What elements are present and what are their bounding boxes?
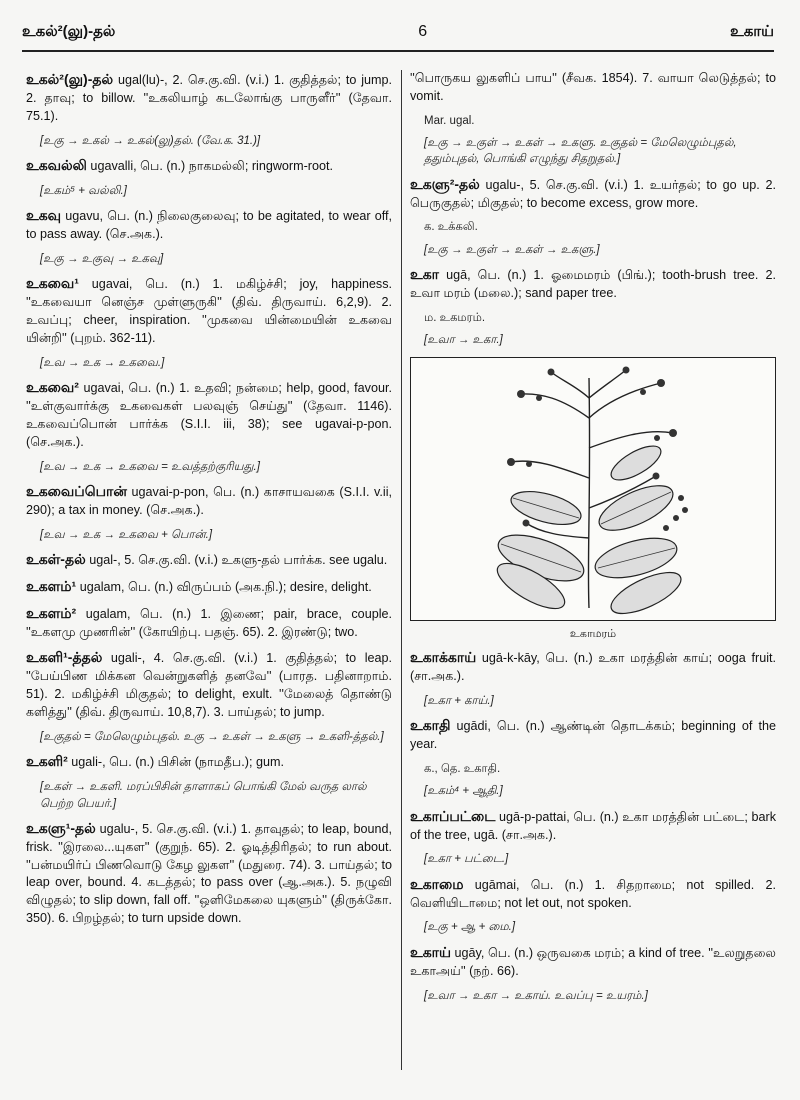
dictionary-entry — [410, 648, 776, 709]
etymology-note: [உவ → உக → உகவை + பொன்.] — [40, 528, 213, 541]
cognate-note: க. உக்கலி. — [424, 221, 478, 234]
etymology-note: [உவா → உகா.] — [424, 334, 503, 347]
etymology-note: [உகா + காய்.] — [424, 694, 494, 707]
definition: ugavalli, பெ. (n.) நாகமல்லி; ringworm-root. — [86, 158, 334, 173]
definition: ugal-, 5. செ.கு.வி. (v.i.) உகளு-தல் பார்க்க. see ugalu. — [85, 552, 388, 567]
cognate-note: Mar. ugal. — [424, 114, 475, 127]
headword: உகவல்லி — [26, 156, 87, 173]
etymology-note: [உகு → உகுள் → உகள் → உகளு.] — [424, 243, 600, 256]
etymology-note: [உகு → உகுவு → உகவு] — [40, 252, 164, 265]
uga-tree-drawing-icon — [411, 358, 773, 618]
dictionary-entry — [26, 482, 392, 543]
header-left-guideword: உகல்²(லு)-தல் — [22, 22, 116, 40]
definition: ugalam, பெ. (n.) விருப்பம் (அக.நி.); desire, delight. — [76, 579, 372, 594]
dictionary-entry — [410, 943, 776, 1004]
definition: ugā, பெ. (n.) 1. ஓமைமரம் (பிங்.); tooth-brush tree. 2. உவா மரம் (மலை.); sand paper tree. — [410, 268, 776, 301]
definition: ugal(lu)-, 2. செ.கு.வி. (v.i.) 1. குதித்தல்; to jump. 2. தாவு; to billow. ''உகலியாழ் கடலோங்கு பாருளீர்'' (தேவா. 75.1). — [26, 73, 392, 123]
entry-text — [26, 70, 392, 126]
definition: ugavu, பெ. (n.) நிலைகுலைவு; to be agitated, to wear off, to pass away. (செ.அக.). — [26, 209, 392, 242]
headword: உகாய் — [410, 943, 451, 960]
entry-text — [26, 577, 392, 597]
headword: உகள்-தல் — [26, 550, 86, 567]
definition: ugāmai, பெ. (n.) 1. சிதறாமை; not spilled. 2. வெளியிடாமை; not let out, not spoken. — [410, 877, 776, 910]
etymology-note: [உகம்⁴ + ஆதி.] — [424, 785, 503, 798]
dictionary-entry — [410, 70, 776, 168]
definition: ugalam, பெ. (n.) 1. இணை; pair, brace, couple. ''உகளமு முணரின்'' (கோயிற்பு. பதஞ். 65). 2. இரண்டு; two. — [26, 606, 392, 639]
right-column — [410, 70, 776, 1094]
dictionary-entry — [410, 175, 776, 258]
headword: உகாதி — [410, 717, 451, 734]
etymology-note: [உகம்⁵ + வல்லி.] — [40, 184, 127, 197]
dictionary-entry — [410, 716, 776, 799]
dictionary-entry — [410, 265, 776, 348]
headword: உகல்²(லு)-தல் — [26, 71, 114, 87]
dictionary-entry — [26, 550, 392, 570]
headword: உகவைப்பொன் — [26, 482, 127, 499]
headword: உகா — [410, 266, 439, 283]
headword: உகாமை — [410, 875, 464, 892]
etymology-note: [உவ → உக → உகவை = உவத்தற்குரியது.] — [40, 460, 260, 473]
dictionary-entry — [26, 819, 392, 928]
dictionary-entry — [26, 206, 392, 267]
etymology-note: [உகுதல் = மேலெழும்புதல். உகு → உகள் → உகளு → உகளி-த்தல்.] — [40, 730, 384, 743]
left-column — [26, 70, 392, 1094]
etymology-note: [உகு + ஆ + மை.] — [424, 921, 516, 934]
entry-text — [26, 206, 392, 244]
entry-text — [26, 378, 392, 452]
entry-text — [410, 648, 776, 686]
entry-text — [410, 716, 776, 754]
definition: ''பொருகய லுகளிப் பாய'' (சீவக. 1854). 7. வாயா லெடுத்தல்; to vomit. — [410, 71, 776, 103]
page-header — [22, 14, 774, 52]
headword: உகாக்காய் — [410, 649, 477, 666]
definition: ugali-, 4. செ.கு.வி. (v.i.) 1. குதித்தல்; to leap. ''பேய்பிண மிக்கன வென்றுகளித் தனவே'' (பாரத. பதினாறாம். 51). 2. மகிழ்ச்சி மிகுதல்; to delight, exult. ''மேலைத் தொண்டு களித்து'' (திவ். திருவாய். 10,8,7). 3. பாய்தல்; to jump. — [26, 651, 392, 720]
entry-text — [410, 875, 776, 913]
entry-text — [26, 274, 392, 348]
entry-text — [26, 752, 392, 772]
definition: ugalu-, 5. செ.கு.வி. (v.i.) 1. தாவுதல்; to leap, bound, frisk. ''இரலை...யுகள'' (குறுந். 65). 2. ஓடித்திரிதல்; to run about. ''பன்மயிர்ப் பிணவொடு கேழ லுகள'' (மதுரை. 74). 3. பாய்தல்; to leap over, bound. 4. கடத்தல்; to pass over (ஆ.அக.). 5. நழுவி விழுதல்; to slip down, fall off. ''ஒளிமேகலை யுகளும்'' (திருக்கோ. 350). 6. பிறழ்தல்; to turn upside down. — [26, 821, 392, 926]
figure-caption: உகாமரம் — [569, 627, 617, 640]
headword: உகவை² — [26, 379, 79, 396]
headword: உகளி¹-த்தல் — [26, 649, 103, 666]
definition: ugavai, பெ. (n.) 1. மகிழ்ச்சி; joy, happiness. ''உகவையா னெஞ்ச முள்ளுருகி'' (திவ். திருவாய். 6,2,9). 2. உவப்பு; cheer, inspiration. ''முகவை யின்மையின் உகவை யின்றி'' (புறம். 362-11). — [26, 277, 392, 345]
etymology-note: [உவ → உக → உகவை.] — [40, 356, 165, 369]
entry-text — [26, 482, 392, 520]
etymology-note: [உகள் → உகளி. மரப்பிசின் தாளாகப் பொங்கி மேல் வருத லால் பெற்ற பெயர்.] — [40, 781, 367, 810]
headword: உகாப்பட்டை — [410, 807, 496, 824]
headword: உகளம்¹ — [26, 577, 77, 594]
entry-text — [410, 175, 776, 213]
entry-text — [26, 819, 392, 928]
definition: ugā-p-pattai, பெ. (n.) உகா மரத்தின் பட்டை; bark of the tree, ugā. (சா.அக.). — [410, 809, 776, 842]
cognate-note: ம. உகமரம். — [424, 311, 486, 324]
dictionary-entry — [26, 752, 392, 812]
dictionary-entry — [410, 875, 776, 936]
dictionary-entry — [26, 577, 392, 597]
dictionary-entry — [410, 807, 776, 868]
entry-text — [26, 550, 392, 570]
definition: ugādi, பெ. (n.) ஆண்டின் தொடக்கம்; beginning of the year. — [410, 719, 776, 752]
definition: ugāy, பெ. (n.) ஒருவகை மரம்; a kind of tree. ''உலறுதலை உகாஅய்'' (நற். 66). — [410, 945, 776, 978]
dictionary-entry — [26, 156, 392, 199]
dictionary-entry — [26, 70, 392, 149]
entry-text — [26, 604, 392, 642]
dictionary-entry — [26, 378, 392, 475]
headword: உகளி² — [26, 753, 68, 770]
headword: உகவை¹ — [26, 275, 79, 292]
definition: ugalu-, 5. செ.கு.வி. (v.i.) 1. உயர்தல்; to go up. 2. பெருகுதல்; மிகுதல்; to become excess, grow more. — [410, 177, 776, 210]
headword: உகளம்² — [26, 604, 77, 621]
entry-text — [26, 156, 392, 176]
dictionary-entry — [26, 648, 392, 745]
cognate-note: க., தெ. உகாதி. — [424, 762, 501, 775]
headword: உகளு²-தல் — [410, 175, 480, 192]
etymology-note: [உகு → உகுள் → உகள் → உகளு. உகுதல் = மேலெழும்புதல், ததும்புதல், பொங்கி எழுந்து சிதறுதல்.] — [424, 137, 737, 166]
column-divider — [401, 70, 402, 1070]
dictionary-entry — [26, 604, 392, 642]
definition: ugali-, பெ. (n.) பிசின் (நாமதீப.); gum. — [67, 755, 284, 770]
entry-text — [410, 70, 776, 106]
entry-text — [410, 807, 776, 845]
definition: ugā-k-kāy, பெ. (n.) உகா மரத்தின் காய்; ooga fruit. (சா.அக.). — [410, 651, 776, 684]
page-number: 6 — [418, 23, 428, 40]
header-right-guideword: உகாய் — [730, 22, 774, 40]
dictionary-entry — [26, 274, 392, 371]
entry-text — [26, 648, 392, 722]
etymology-note: [உகு → உகல் → உகல்(லு)தல். (வே.க. 31.)] — [40, 134, 261, 147]
etymology-note: [உவா → உகா → உகாய். உவப்பு = உயரம்.] — [424, 989, 648, 1002]
plant-illustration — [410, 357, 776, 621]
entry-text — [410, 265, 776, 303]
headword: உகளு¹-தல் — [26, 819, 96, 836]
definition: ugavai, பெ. (n.) 1. உதவி; நன்மை; help, good, favour. ''உள்குவார்க்கு உகவைகள் பலவுஞ் செய்து'' (தேவா. 1146). உகவைப்பொன் பார்க்க (S.I.I. iii, 38); see ugavai-p-pon. (செ.அக.). — [26, 381, 392, 449]
etymology-note: [உகா + பட்டை.] — [424, 853, 509, 866]
entry-text — [410, 943, 776, 981]
definition: ugavai-p-pon, பெ. (n.) காசாயவகை (S.I.I. v.ii, 290); a tax in money. (செ.அக.). — [26, 484, 392, 517]
headword: உகவு — [26, 207, 62, 224]
